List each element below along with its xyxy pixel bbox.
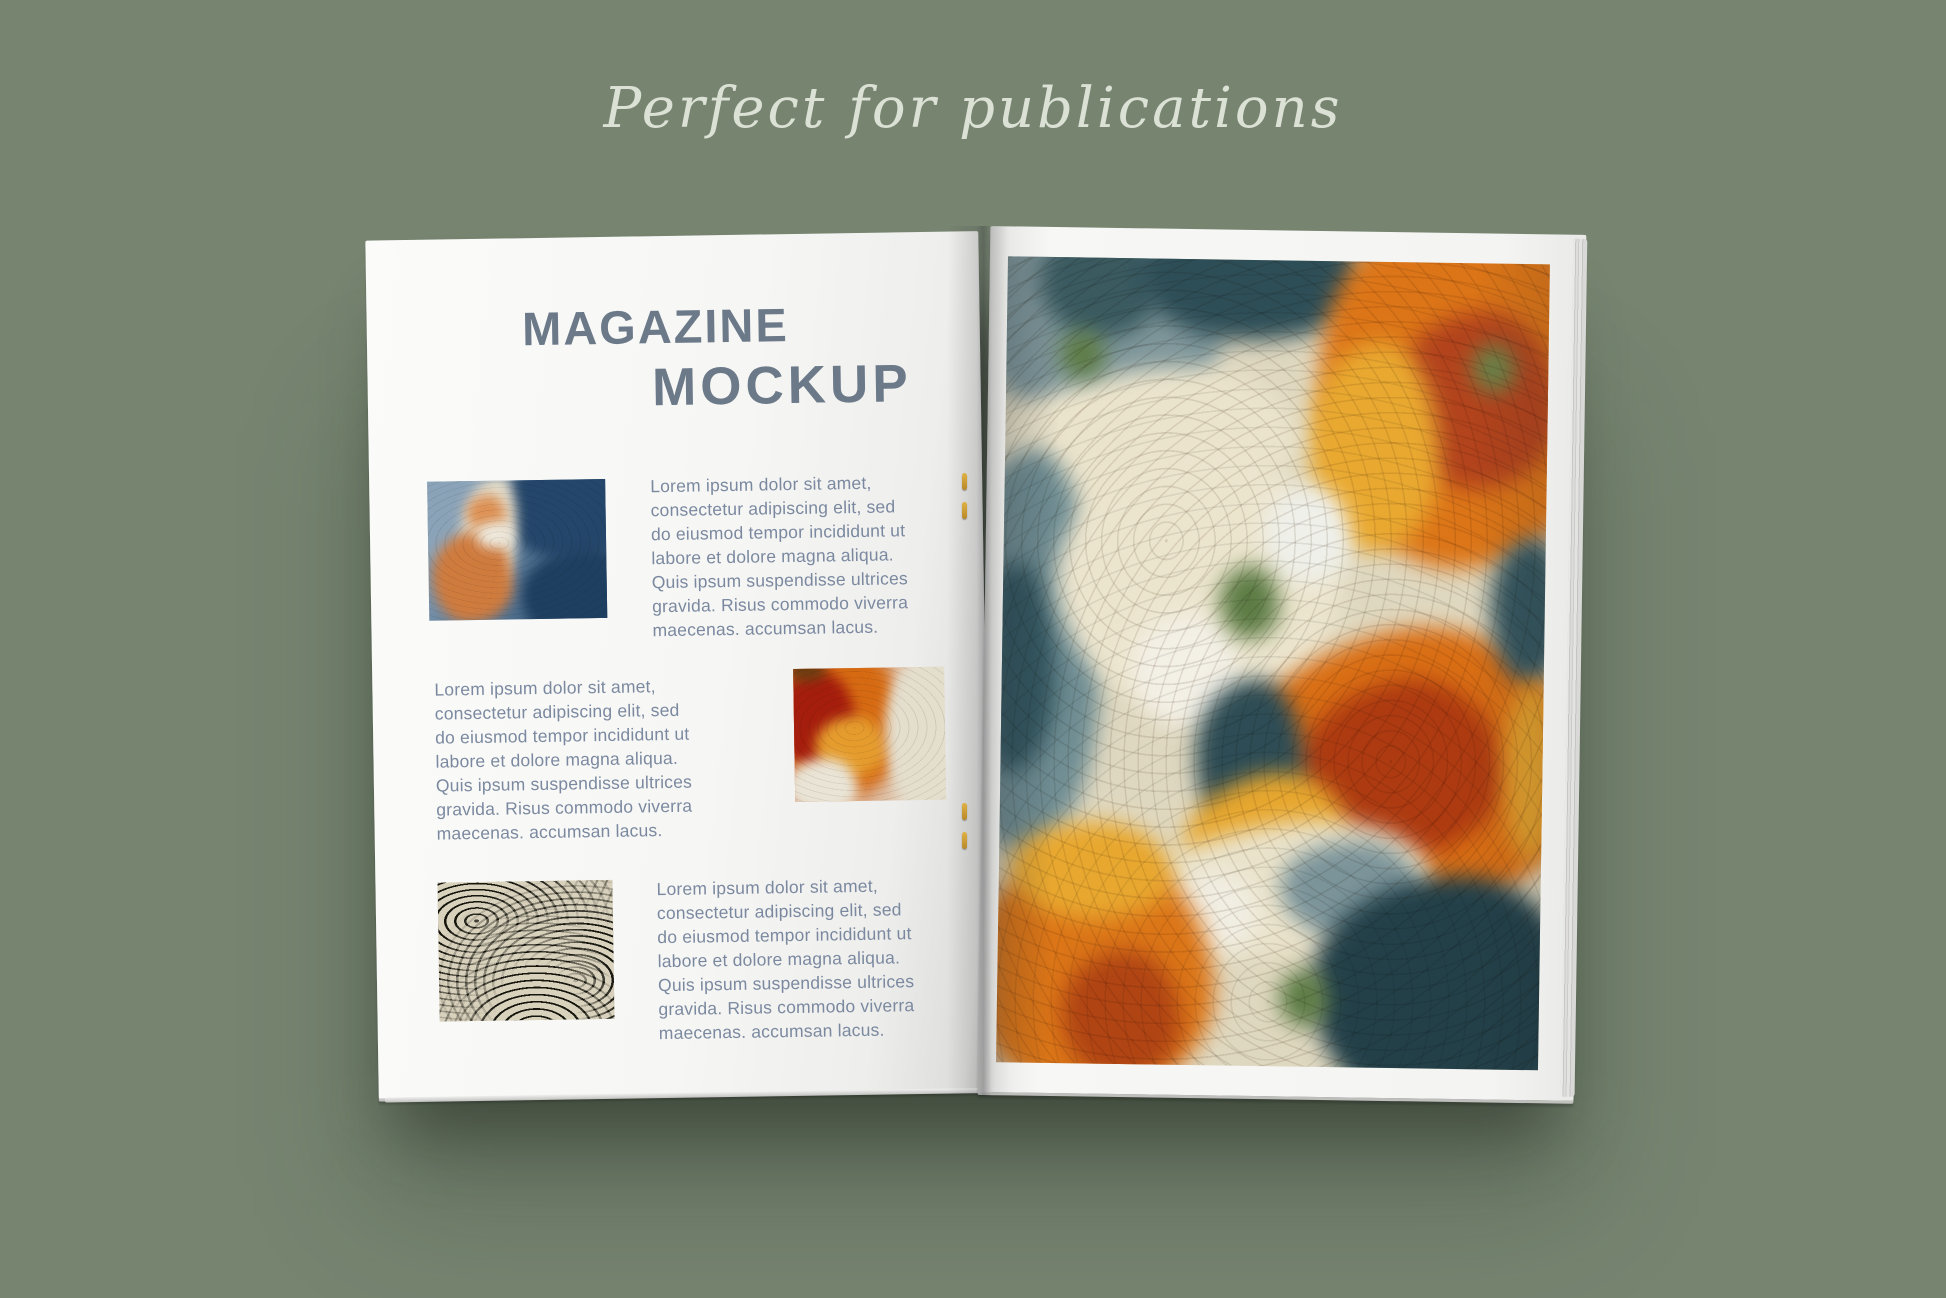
article-paragraph: Lorem ipsum dolor sit amet, consectetur adipiscing elit, sed do eiusmod tempor incididunt ut labore et dolore magna aliqua. Quis ipsum suspendisse ultrices gravida. Risus commodo viverra maecenas. accumsan lacus. xyxy=(434,676,693,844)
article-image-red-topo xyxy=(793,667,946,802)
article-paragraph: Lorem ipsum dolor sit amet, consectetur adipiscing elit, sed do eiusmod tempor incididunt ut labore et dolore magna aliqua. Quis ipsum suspendisse ultrices gravida. Risus commodo viverra maecenas. accumsan lacus. xyxy=(656,875,915,1044)
right-page xyxy=(978,226,1587,1101)
contour-overlay xyxy=(793,667,946,802)
caption-script: Perfect for publications xyxy=(603,76,1343,141)
page-curvature-shade xyxy=(996,256,1550,1070)
staple xyxy=(962,473,967,490)
article-paragraph: Lorem ipsum dolor sit amet, consectetur adipiscing elit, sed do eiusmod tempor incididunt ut labore et dolore magna aliqua. Quis ipsum suspendisse ultrices gravida. Risus commodo viverra maecenas. accumsan lacus. xyxy=(650,472,909,641)
contour-overlay xyxy=(427,479,607,621)
art-blob xyxy=(437,880,614,1022)
article-image-zebra xyxy=(437,880,614,1022)
left-page xyxy=(365,231,991,1099)
article-image-clouds xyxy=(427,479,607,621)
magazine-spread xyxy=(372,226,1580,1096)
headline-magazine: MAGAZINE xyxy=(521,298,790,356)
staple xyxy=(962,832,967,849)
headline-mockup: MOCKUP xyxy=(651,354,913,418)
staple xyxy=(962,803,967,820)
staple xyxy=(962,502,967,519)
full-page-artwork xyxy=(996,256,1550,1070)
